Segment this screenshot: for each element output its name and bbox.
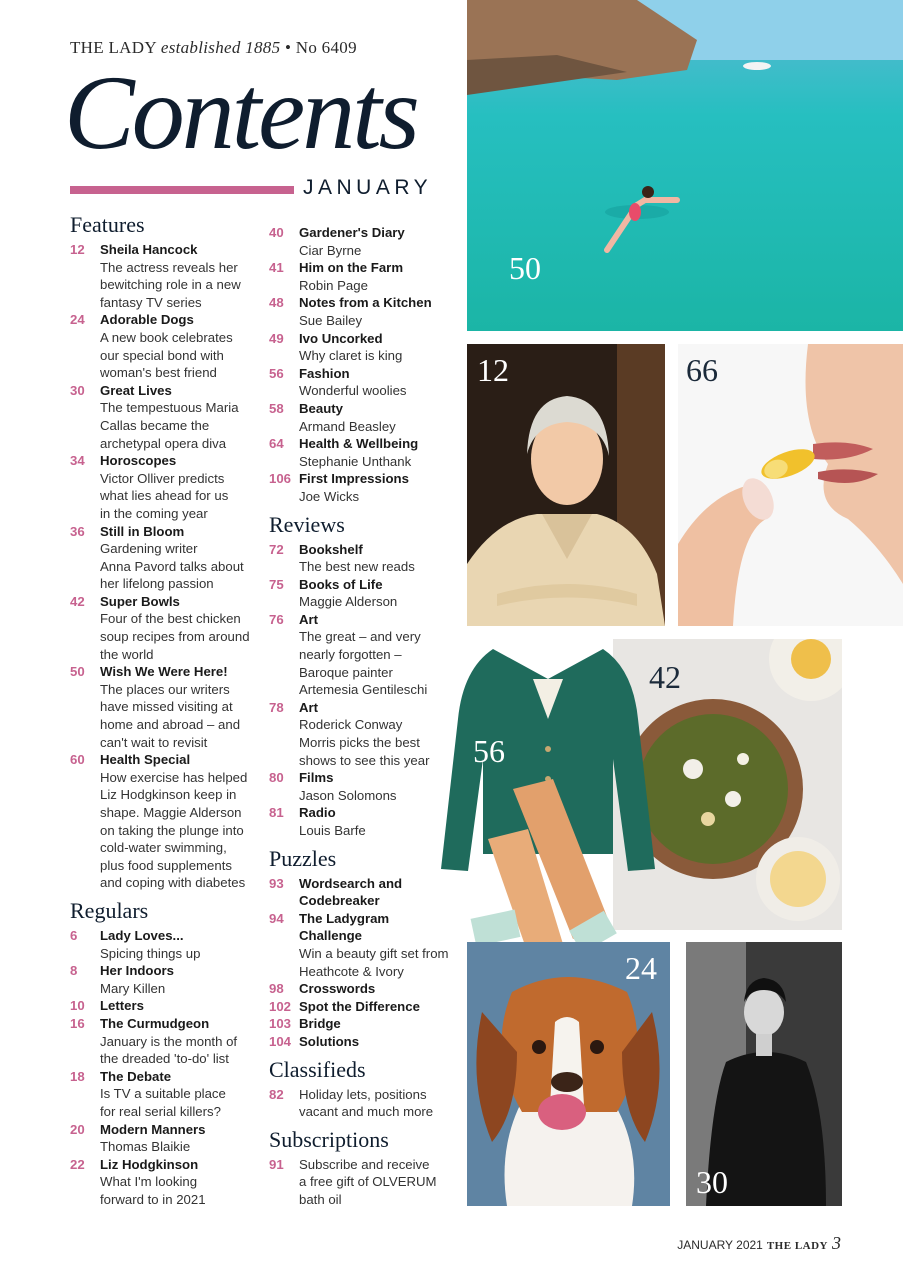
toc-entry-description: The great – and very nearly forgotten – Baroque painter Artemesia Gentileschi — [299, 629, 428, 698]
toc-page-number: 103 — [269, 1016, 292, 1032]
toc-entry-description: A new book celebrates our special bond with woman's best friend — [100, 329, 233, 381]
toc-entry-title: Him on the Farm — [299, 260, 404, 276]
features-list — [70, 241, 260, 892]
toc-entry-title: Still in Bloom — [100, 523, 185, 539]
toc-entry-body — [100, 452, 260, 522]
toc-entry-title: First Impressions — [299, 471, 409, 487]
toc-page-number: 42 — [70, 593, 85, 609]
toc-entry[interactable] — [70, 927, 260, 962]
toc-entry-title: Sheila Hancock — [100, 242, 198, 257]
toc-entry-body — [100, 997, 260, 1015]
toc-entry[interactable] — [269, 998, 464, 1016]
toc-entry-title: Great Lives — [100, 382, 172, 398]
toc-entry-title: Health & Wellbeing — [299, 436, 419, 452]
toc-entry-body — [299, 224, 464, 259]
toc-entry-description: Ciar Byrne — [299, 242, 362, 258]
toc-entry-title: Solutions — [299, 1033, 360, 1049]
toc-entry[interactable] — [269, 224, 464, 259]
toc-entry-body — [299, 400, 464, 435]
toc-page-number: 60 — [70, 752, 85, 768]
toc-entry-description: How exercise has helped Liz Hodgkinson keep in shape. Maggie Alderson on taking the plunge into cold-water swimming, plus food supplements and coping with diabetes — [100, 769, 248, 891]
toc-entry-description: The tempestuous Maria Callas became the archetypal opera diva — [100, 400, 239, 451]
toc-entry-body — [100, 1015, 260, 1068]
toc-page-number: 6 — [70, 927, 78, 943]
toc-page-number: 34 — [70, 453, 85, 469]
toc-page-number: 102 — [269, 998, 292, 1014]
toc-page-number: 24 — [70, 312, 85, 328]
page-label-dog: 24 — [625, 950, 657, 986]
toc-page-number: 72 — [269, 541, 284, 557]
toc-entry-body — [299, 470, 464, 505]
toc-entry[interactable] — [70, 241, 260, 311]
toc-entry-body — [299, 1156, 464, 1209]
toc-entry-title: Modern Manners — [100, 1121, 206, 1137]
toc-entry-title: Bridge — [299, 1016, 341, 1032]
toc-page-number: 56 — [269, 365, 284, 381]
toc-page-number: 81 — [269, 805, 284, 821]
toc-page-number: 20 — [70, 1121, 85, 1137]
more-regulars-list — [269, 224, 464, 506]
toc-entry-body — [299, 294, 464, 329]
toc-entry-description: Thomas Blaikie — [100, 1139, 191, 1155]
toc-entry-title: Wish We Were Here! — [100, 664, 228, 680]
toc-entry-title: Fashion — [299, 365, 350, 381]
issue-month: JANUARY — [303, 176, 433, 199]
toc-entry[interactable] — [70, 1068, 260, 1121]
capsule-photo[interactable] — [678, 344, 903, 626]
toc-entry-description: Wonderful woolies — [299, 383, 407, 399]
toc-entry[interactable] — [269, 1086, 464, 1121]
toc-entry-title: Ivo Uncorked — [299, 330, 383, 346]
toc-page-number: 36 — [70, 523, 85, 539]
toc-page-number: 40 — [269, 225, 284, 240]
dog-photo[interactable] — [467, 942, 670, 1206]
regulars-list — [70, 927, 260, 1209]
toc-entry-body — [299, 435, 464, 470]
toc-page-number: 22 — [70, 1156, 85, 1172]
page-label-actress: 12 — [477, 352, 509, 388]
toc-entry-body — [299, 1086, 464, 1121]
toc-entry[interactable] — [269, 400, 464, 435]
toc-entry-description: The places our writers have missed visiting at home and abroad – and can't wait to revisit — [100, 681, 241, 750]
toc-entry[interactable] — [70, 452, 260, 522]
toc-page-number: 30 — [70, 382, 85, 398]
toc-entry-body — [100, 1121, 260, 1156]
callas-photo[interactable] — [686, 942, 842, 1206]
toc-entry-title: Health Special — [100, 752, 191, 768]
toc-page-number: 78 — [269, 699, 284, 715]
toc-entry-title: Bookshelf — [299, 541, 363, 557]
toc-entry-body — [299, 1033, 464, 1051]
toc-entry-title: Wordsearch and Codebreaker — [299, 875, 403, 909]
toc-entry-title: Films — [299, 770, 334, 786]
toc-entry-title: Gardener's Diary — [299, 225, 405, 240]
toc-entry[interactable] — [70, 382, 260, 452]
toc-entry-body — [299, 541, 464, 576]
page-label-callas: 30 — [696, 1164, 728, 1200]
toc-page-number: 48 — [269, 295, 284, 311]
footer-date: JANUARY 2021 — [677, 1238, 763, 1252]
toc-entry-body — [100, 927, 260, 962]
toc-entry-body — [100, 523, 260, 593]
toc-entry[interactable] — [269, 1033, 464, 1051]
toc-entry-body — [100, 751, 260, 892]
toc-entry[interactable] — [70, 663, 260, 751]
toc-entry[interactable] — [269, 435, 464, 470]
toc-page-number: 10 — [70, 998, 85, 1014]
section-heading-regulars: Regulars — [70, 897, 149, 923]
toc-entry[interactable] — [269, 259, 464, 294]
toc-entry-title: Adorable Dogs — [100, 312, 194, 328]
page-label-capsule: 66 — [686, 352, 718, 388]
toc-page-number: 41 — [269, 260, 284, 276]
toc-entry-body — [100, 962, 260, 997]
toc-entry-title: Crosswords — [299, 981, 376, 997]
toc-entry-description: Jason Solomons — [299, 787, 397, 803]
toc-entry-title: Letters — [100, 998, 144, 1014]
toc-page-number: 82 — [269, 1086, 284, 1102]
toc-entry-description: Robin Page — [299, 277, 368, 293]
section-heading-puzzles: Puzzles — [269, 845, 337, 871]
toc-entry-description: January is the month of the dreaded 'to-do' list — [100, 1033, 238, 1067]
toc-page-number: 106 — [269, 471, 292, 487]
toc-entry-description: Joe Wicks — [299, 488, 360, 504]
toc-entry-description: Is TV a suitable place for real serial killers? — [100, 1086, 226, 1119]
toc-entry-body — [299, 998, 464, 1016]
toc-page-number: 16 — [70, 1015, 85, 1031]
toc-page-number: 94 — [269, 910, 284, 926]
sea-swimmer-photo[interactable] — [467, 0, 903, 331]
toc-page-number: 80 — [269, 770, 284, 786]
toc-page-number: 58 — [269, 400, 284, 416]
toc-page-number: 64 — [269, 436, 284, 452]
toc-entry-body — [299, 1015, 464, 1033]
toc-entry-title: The Debate — [100, 1068, 172, 1084]
toc-entry[interactable] — [70, 523, 260, 593]
actress-portrait-photo[interactable] — [467, 344, 665, 626]
toc-entry-title: The Ladygram Challenge — [299, 910, 390, 944]
masthead-established: established 1885 — [160, 38, 281, 57]
knitwear-illustration — [433, 639, 665, 965]
toc-page-number: 75 — [269, 576, 284, 592]
toc-entry-title: Spot the Difference — [299, 998, 420, 1014]
toc-entry[interactable] — [269, 294, 464, 329]
section-heading-classifieds: Classifieds — [269, 1056, 366, 1082]
toc-entry-description: Maggie Alderson — [299, 594, 398, 610]
masthead-brand: THE LADY — [70, 38, 157, 57]
toc-entry[interactable] — [70, 1121, 260, 1156]
toc-entry[interactable] — [70, 593, 260, 663]
toc-entry-body — [299, 576, 464, 611]
toc-entry-title: Her Indoors — [100, 963, 175, 979]
toc-page-number: 76 — [269, 611, 284, 627]
toc-entry-title: Beauty — [299, 400, 343, 416]
toc-page-number: 18 — [70, 1068, 85, 1084]
toc-entry-title: The Curmudgeon — [100, 1015, 210, 1031]
section-heading-features: Features — [70, 212, 145, 237]
toc-entry-body — [299, 980, 464, 998]
toc-entry-description: Subscribe and receive a free gift of OLVERUM bath oil — [299, 1156, 437, 1207]
toc-entry-description: Stephanie Unthank — [299, 453, 412, 469]
toc-entry[interactable] — [269, 541, 464, 576]
toc-entry-description: Armand Beasley — [299, 418, 396, 434]
knitwear-photo[interactable] — [433, 639, 665, 965]
toc-entry[interactable] — [70, 1156, 260, 1209]
toc-page-number: 12 — [70, 242, 85, 257]
toc-page-number: 91 — [269, 1156, 284, 1172]
toc-entry-title: Liz Hodgkinson — [100, 1156, 199, 1172]
toc-page-number: 98 — [269, 981, 284, 997]
toc-entry-description: Spicing things up — [100, 945, 201, 961]
toc-entry[interactable] — [70, 997, 260, 1015]
toc-entry-body — [100, 1068, 260, 1121]
toc-entry-body — [100, 382, 260, 452]
toc-entry-title: Radio — [299, 805, 336, 821]
toc-entry-title: Super Bowls — [100, 593, 180, 609]
toc-entry-body — [299, 365, 464, 400]
left-column — [70, 212, 260, 1208]
toc-entry-description: Louis Barfe — [299, 823, 366, 838]
toc-page-number: 49 — [269, 330, 284, 346]
toc-entry[interactable] — [269, 1015, 464, 1033]
toc-entry-description: Four of the best chicken soup recipes from around the world — [100, 611, 250, 662]
toc-entry-title: Notes from a Kitchen — [299, 295, 432, 311]
toc-entry[interactable] — [269, 330, 464, 365]
toc-entry-body — [299, 259, 464, 294]
toc-page-number: 93 — [269, 875, 284, 891]
toc-page-number: 104 — [269, 1033, 292, 1049]
toc-entry-description: Gardening writer Anna Pavord talks about her lifelong passion — [100, 541, 244, 592]
masthead-issue: • No 6409 — [284, 38, 357, 57]
toc-entry-body — [299, 330, 464, 365]
toc-entry-body — [100, 663, 260, 751]
toc-entry[interactable] — [269, 365, 464, 400]
page-number: 3 — [832, 1233, 841, 1253]
toc-entry-description: What I'm looking forward to in 2021 — [100, 1174, 206, 1207]
toc-entry-description: Holiday lets, positions vacant and much more — [299, 1086, 434, 1120]
toc-entry-title: Art — [299, 699, 319, 715]
footer-brand: THE LADY — [766, 1240, 828, 1252]
classifieds-list — [269, 1086, 464, 1121]
page-label-knitwear: 56 — [473, 733, 505, 769]
toc-entry-body — [100, 241, 260, 311]
page-footer — [677, 1233, 841, 1254]
toc-entry-title: Art — [299, 611, 319, 627]
toc-entry[interactable] — [70, 1015, 260, 1068]
title-rule — [70, 186, 294, 194]
toc-entry-title: Books of Life — [299, 576, 383, 592]
toc-page-number: 8 — [70, 963, 78, 979]
toc-entry-title: Horoscopes — [100, 453, 177, 469]
toc-entry-body — [100, 1156, 260, 1209]
section-heading-reviews: Reviews — [269, 511, 345, 537]
toc-entry[interactable] — [70, 311, 260, 381]
toc-entry-description: Victor Olliver predicts what lies ahead for us in the coming year — [100, 470, 229, 521]
toc-entry[interactable] — [269, 576, 464, 611]
toc-entry[interactable] — [269, 980, 464, 998]
toc-entry-title: Lady Loves... — [100, 927, 184, 943]
toc-entry-description: Sue Bailey — [299, 312, 363, 328]
toc-page-number: 50 — [70, 664, 85, 680]
toc-entry-body — [100, 593, 260, 663]
toc-entry-description: Why claret is king — [299, 348, 403, 364]
toc-entry[interactable] — [70, 751, 260, 892]
toc-entry-description: The best new reads — [299, 559, 415, 575]
section-heading-subscriptions: Subscriptions — [269, 1126, 389, 1152]
toc-entry-description: Mary Killen — [100, 980, 166, 996]
toc-entry-description: Roderick Conway Morris picks the best shows to see this year — [299, 717, 430, 768]
toc-entry[interactable] — [70, 962, 260, 997]
toc-entry-description: The actress reveals her bewitching role in a new fantasy TV series — [100, 259, 241, 310]
toc-entry[interactable] — [269, 470, 464, 505]
page-label-soup: 42 — [649, 659, 681, 695]
toc-entry[interactable] — [269, 1156, 464, 1209]
page-title: Contents — [64, 54, 417, 171]
toc-entry-body — [100, 311, 260, 381]
page-label-sea: 50 — [509, 250, 541, 286]
subscriptions-list — [269, 1156, 464, 1209]
toc-entry-description: Win a beauty gift set from Heathcote & Ivory — [299, 945, 449, 979]
